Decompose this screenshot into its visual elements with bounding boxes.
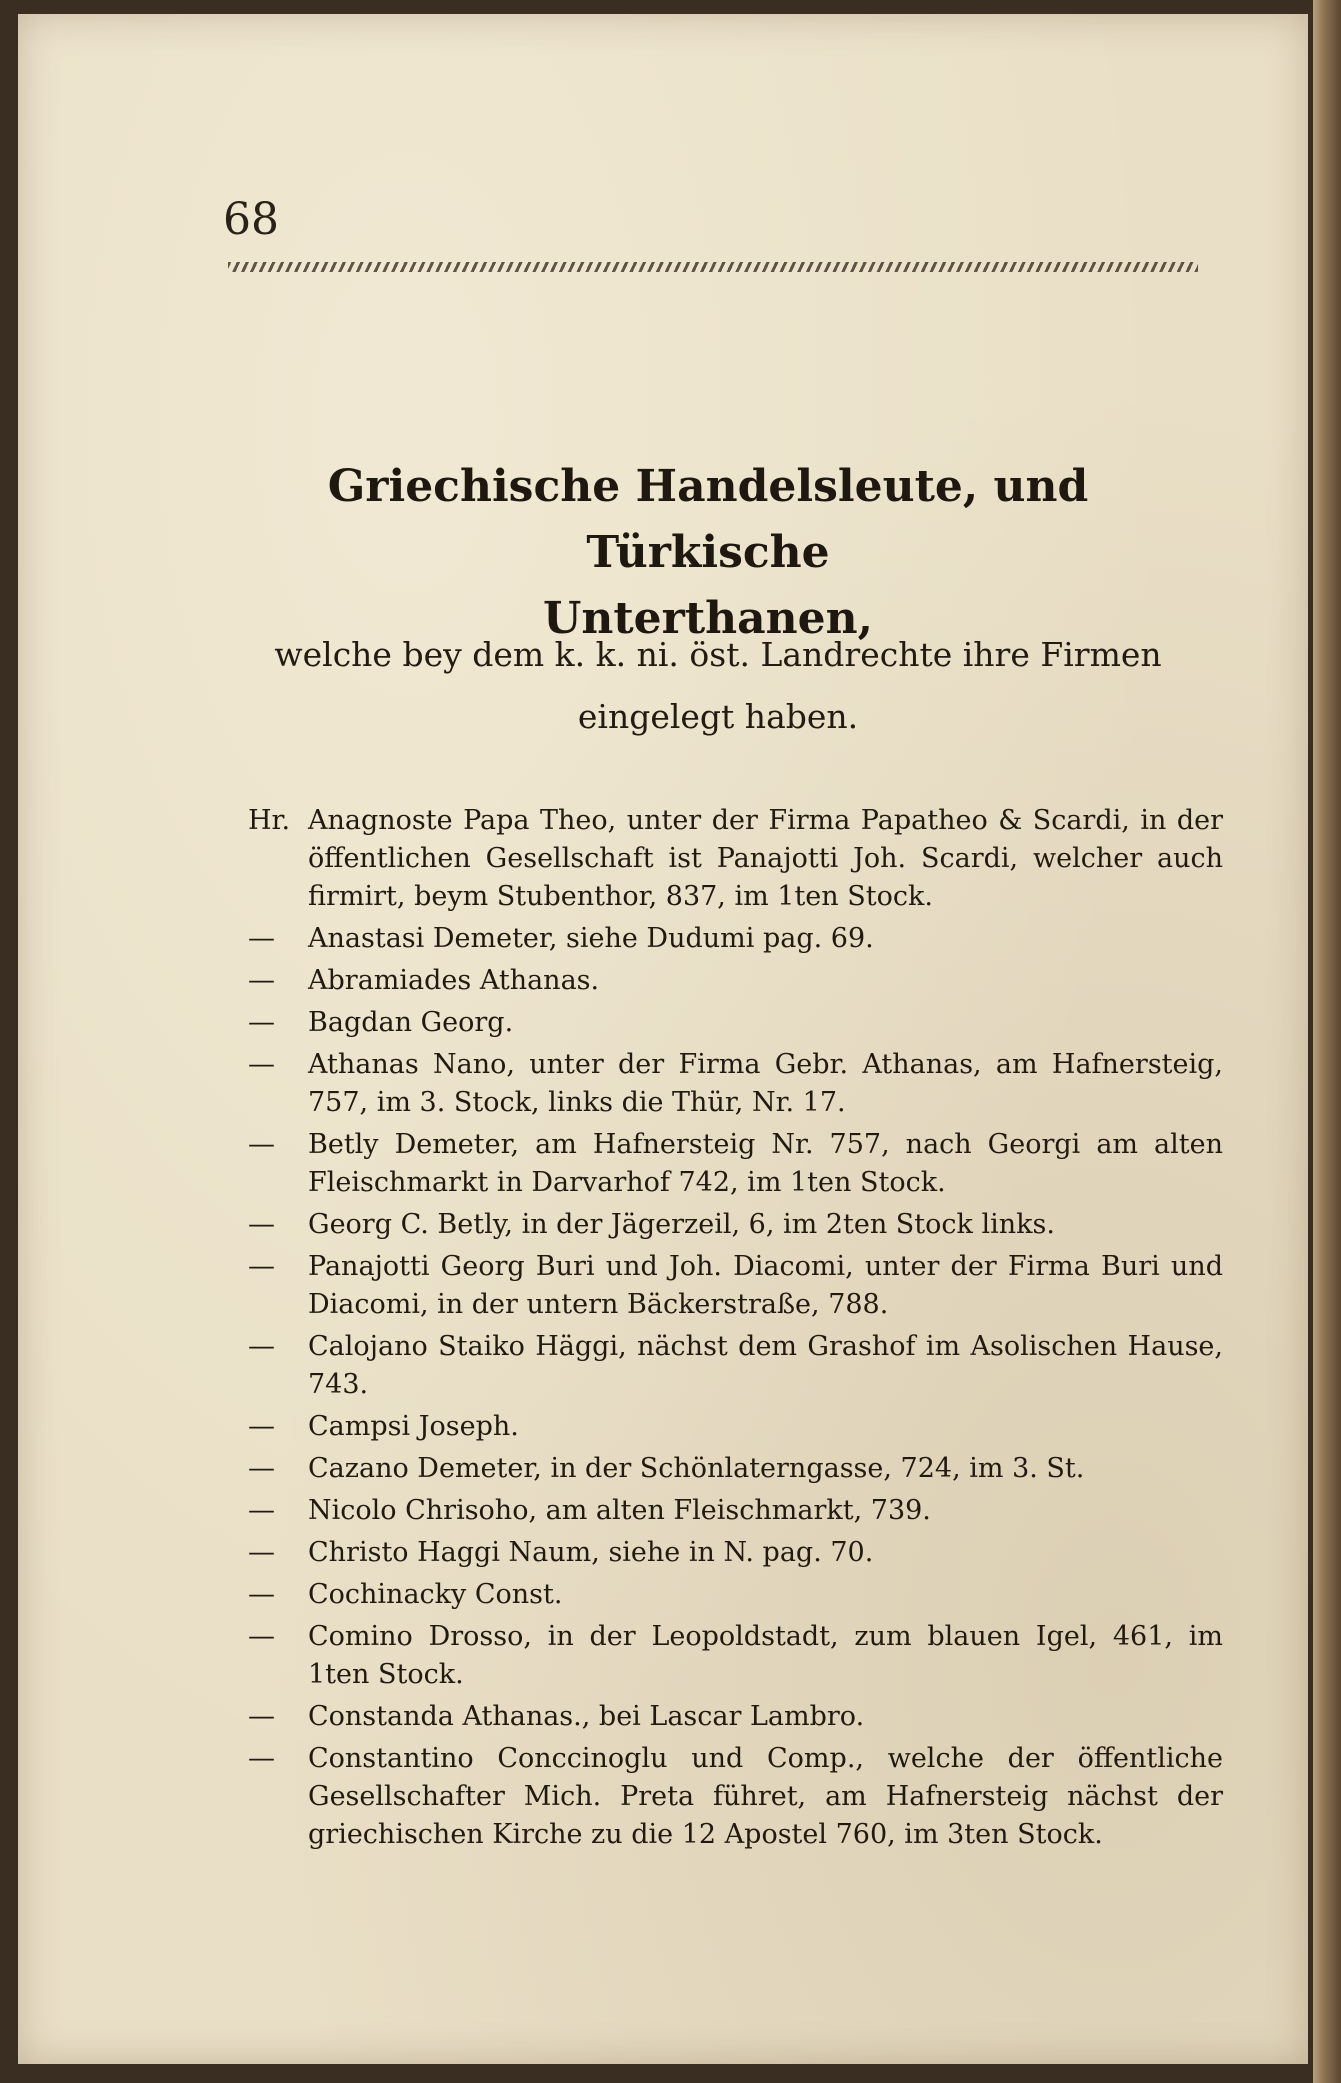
entry-text: Cochinacky Const. — [308, 1579, 563, 1610]
list-item — [248, 1004, 1223, 1042]
entry-mark: — — [248, 1495, 275, 1526]
entry-mark: Hr. — [248, 805, 291, 836]
entry-mark: — — [248, 1129, 275, 1160]
entry-mark: — — [248, 1411, 275, 1442]
entry-text: Cazano Demeter, in der Schönlaterngasse, 724, im 3. St. — [308, 1453, 1085, 1484]
list-item — [248, 1534, 1223, 1572]
entry-text: Constanda Athanas., bei Lascar Lambro. — [308, 1701, 865, 1732]
entry-mark: — — [248, 965, 275, 996]
entry-text: Athanas Nano, unter der Firma Gebr. Athanas, am Hafnersteig, 757, im 3. Stock, links die Thür, Nr. 17. — [308, 1049, 1223, 1118]
list-item — [248, 1618, 1223, 1694]
list-item — [248, 1206, 1223, 1244]
entry-text: Bagdan Georg. — [308, 1007, 514, 1038]
list-item — [248, 962, 1223, 1000]
list-item — [248, 802, 1223, 916]
entry-text: Georg C. Betly, in der Jägerzeil, 6, im 2ten Stock links. — [308, 1209, 1055, 1240]
entry-text: Anagnoste Papa Theo, unter der Firma Papatheo & Scardi, in der öffentlichen Gesellschaft ist Panajotti Joh. Scardi, welcher auch firmirt, beym Stubenthor, 837, im 1ten Stock. — [308, 805, 1223, 912]
list-item — [248, 1126, 1223, 1202]
entry-text: Comino Drosso, in der Leopoldstadt, zum blauen Igel, 461, im 1ten Stock. — [308, 1621, 1223, 1690]
entry-text: Panajotti Georg Buri und Joh. Diacomi, unter der Firma Buri und Diacomi, in der untern Bäckerstraße, 788. — [308, 1251, 1223, 1320]
list-item — [248, 1740, 1223, 1854]
entry-text: Betly Demeter, am Hafnersteig Nr. 757, nach Georgi am alten Fleischmarkt in Darvarhof 742, im 1ten Stock. — [308, 1129, 1223, 1198]
entry-text: Constantino Conccinoglu und Comp., welche der öffentliche Gesellschafter Mich. Preta führet, am Hafnersteig nächst der griechischen Kirche zu die 12 Apostel 760, im 3ten Stock. — [308, 1743, 1223, 1850]
entry-text: Campsi Joseph. — [308, 1411, 519, 1442]
title-line-1: Griechische Handelsleute, und Türkische — [327, 461, 1089, 578]
page-number: 68 — [223, 194, 279, 245]
entry-text: Calojano Staiko Häggi, nächst dem Grashof im Asolischen Hause, 743. — [308, 1331, 1223, 1400]
list-item — [248, 1450, 1223, 1488]
list-item — [248, 1248, 1223, 1324]
entry-mark: — — [248, 1621, 275, 1652]
list-item — [248, 1576, 1223, 1614]
entry-text: Anastasi Demeter, siehe Dudumi pag. 69. — [308, 923, 874, 954]
entry-text: Nicolo Chrisoho, am alten Fleischmarkt, 739. — [308, 1495, 931, 1526]
book-page — [18, 14, 1308, 2064]
list-item — [248, 1698, 1223, 1736]
list-item — [248, 1046, 1223, 1122]
entry-mark: — — [248, 1331, 275, 1362]
ornamental-rule — [228, 262, 1198, 272]
entry-text: Abramiades Athanas. — [308, 965, 600, 996]
entry-mark: — — [248, 1701, 275, 1732]
list-item — [248, 1328, 1223, 1404]
merchant-list — [248, 802, 1223, 1858]
entry-mark: — — [248, 1579, 275, 1610]
entry-mark: — — [248, 1007, 275, 1038]
entry-mark: — — [248, 1209, 275, 1240]
section-title — [218, 454, 1198, 652]
subtitle-line-1: welche bey dem k. k. ni. öst. Landrechte ihre Firmen — [274, 635, 1162, 674]
entry-mark: — — [248, 1537, 275, 1568]
entry-mark: — — [248, 1743, 275, 1774]
page-edge — [1313, 0, 1341, 2083]
list-item — [248, 920, 1223, 958]
subtitle-line-2: eingelegt haben. — [577, 697, 859, 736]
list-item — [248, 1408, 1223, 1446]
section-subtitle — [218, 624, 1218, 748]
entry-text: Christo Haggi Naum, siehe in N. pag. 70. — [308, 1537, 874, 1568]
entry-mark: — — [248, 1453, 275, 1484]
list-item — [248, 1492, 1223, 1530]
entry-mark: — — [248, 923, 275, 954]
title-line-2: Unterthanen, — [543, 593, 873, 644]
entry-mark: — — [248, 1049, 275, 1080]
entry-mark: — — [248, 1251, 275, 1282]
